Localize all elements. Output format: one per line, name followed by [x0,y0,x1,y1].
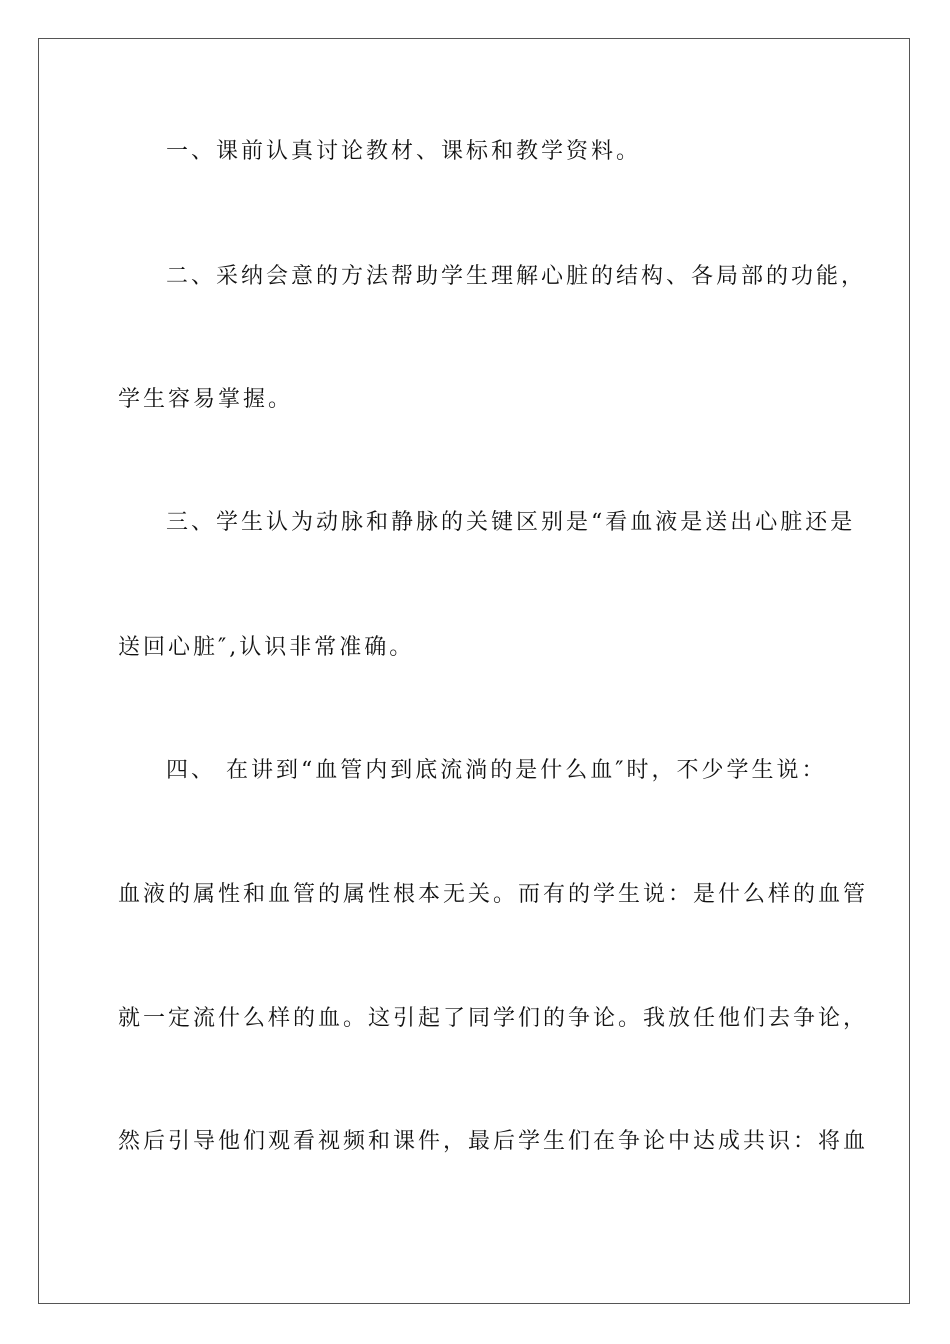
paragraph-4-line-3: 就一定流什么样的血。这引起了同学们的争论。我放任他们去争论， [118,1006,869,1031]
page-border [38,38,910,1304]
paragraph-2-line-1: 二、采纳会意的方法帮助学生理解心脏的结构、各局部的功能， [166,264,867,289]
paragraph-4-line-2: 血液的属性和血管的属性根本无关。而有的学生说：是什么样的血管 [118,882,869,907]
paragraph-3-line-1: 三、学生认为动脉和静脉的关键区别是“看血液是送出心脏还是 [166,510,856,535]
paragraph-2-line-2: 学生容易掌握。 [118,387,294,412]
paragraph-1-line-1: 一、课前认真讨论教材、课标和教学资料。 [166,139,642,164]
paragraph-4-line-4: 然后引导他们观看视频和课件，最后学生们在争论中达成共识：将血 [118,1129,869,1154]
paragraph-3-line-2: 送回心脏″,认识非常准确。 [118,635,415,660]
paragraph-4-line-1: 四、 在讲到“血管内到底流淌的是什么血″时，不少学生说： [166,758,827,783]
